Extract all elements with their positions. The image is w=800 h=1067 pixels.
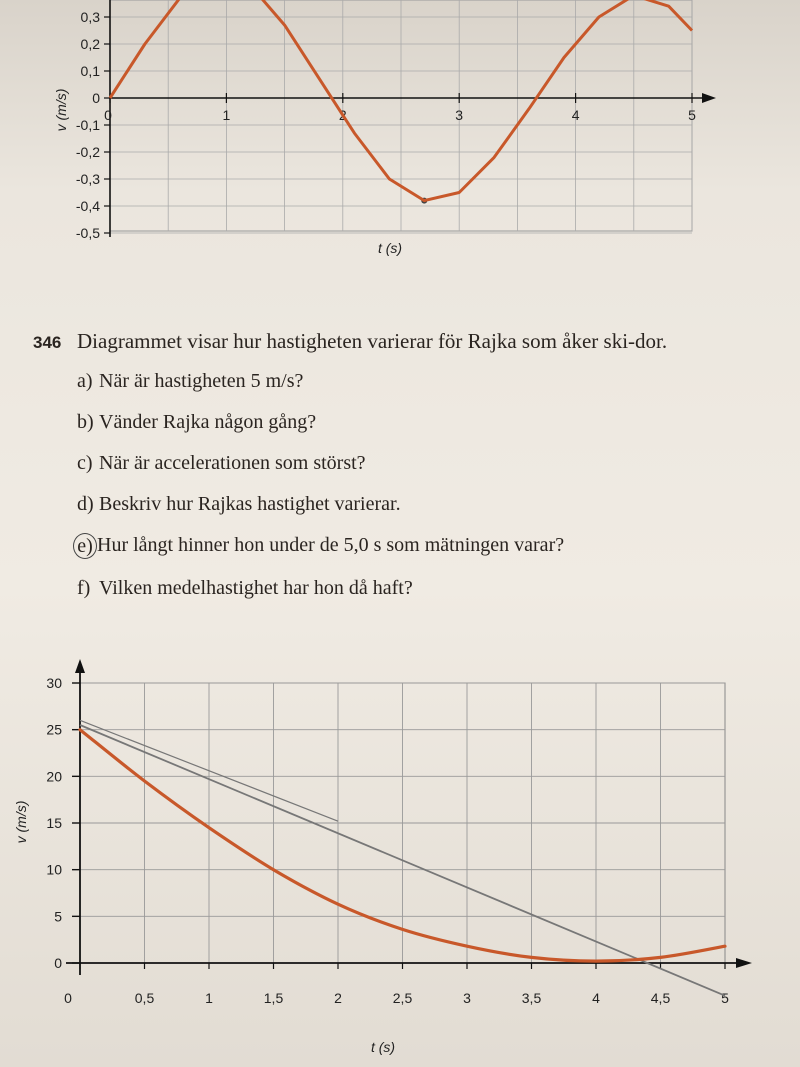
top-chart-x-tick-label: 5 [688,107,696,123]
bottom-chart-x-tick-label: 0 [64,990,72,1006]
problem-346 [33,325,773,617]
top-chart-y-tick-label: 0 [92,90,100,106]
question-e [77,533,773,559]
bottom-chart-x-tick-label: 3,5 [521,990,542,1006]
bottom-chart-x-tick-label: 4,5 [650,990,671,1006]
question-letter: a) [77,370,93,392]
top-chart-grid [110,0,692,233]
bottom-chart-y-tick-label: 30 [46,675,62,691]
bottom-chart-x-tick-label: 4 [592,990,600,1006]
bottom-chart-x-tick-label: 0,5 [134,990,155,1006]
problem-heading [33,325,773,359]
problem-number: 346 [33,333,62,352]
top-chart-y-tick-label: -0,1 [75,117,100,133]
question-a [77,369,773,393]
top-chart-ylabel: v (m/s) [53,88,69,132]
question-list [77,369,773,600]
bottom-chart-y-tick-label: 20 [46,768,62,785]
question-letter-circled: e) [73,533,97,559]
top-chart-y-tick-label: 0,2 [80,36,100,52]
question-letter: c) [77,452,93,474]
question-text: När är hastigheten 5 m/s? [99,370,304,392]
question-letter: b) [77,411,94,433]
question-text: När är accelerationen som störst? [99,452,366,474]
bottom-chart-y-tick-label: 25 [46,721,62,738]
bottom-chart-x-tick-label: 1,5 [263,990,284,1006]
bottom-chart-y-tick-label: 10 [46,861,62,878]
top-chart-y-tick-label: -0,3 [75,171,100,187]
top-chart-y-tick-label: -0,2 [75,144,100,160]
bottom-chart-y-tick-label: 15 [46,815,62,831]
question-b [77,410,773,434]
top-chart-y-tick-label: -0,4 [75,198,100,214]
bottom-chart-x-arrow [736,958,752,968]
top-chart-y-tick-label: 0,1 [80,63,100,79]
bottom-chart-y-arrow [75,659,85,673]
top-chart-y-tick-label: -0,5 [75,225,100,241]
question-text: Beskriv hur Rajkas hastighet varierar. [99,493,401,515]
question-c [77,451,773,475]
bottom-chart-xlabel: t (s) [370,1039,396,1055]
top-chart-y-tick-label: 0,3 [80,9,100,25]
bottom-chart-ylabel: v (m/s) [13,800,29,844]
bottom-chart [0,647,800,1067]
bottom-chart-x-tick-label: 3 [463,990,471,1006]
bottom-chart-x-tick-label: 2,5 [392,990,413,1006]
top-chart-x-tick-label: 0 [104,107,112,123]
question-text: Hur långt hinner hon under de 5,0 s som mätningen varar? [97,534,565,556]
bottom-chart-x-tick-label: 2 [334,990,342,1006]
bottom-chart-x-tick-label: 1 [205,990,213,1006]
question-d [77,492,773,516]
top-chart-x-tick-label: 1 [222,107,231,123]
top-chart-xlabel: t (s) [377,240,403,256]
bottom-chart-y-tick-label: 5 [54,908,62,925]
bottom-chart-axes [66,659,752,975]
question-f [77,576,773,600]
question-letter: f) [77,577,91,599]
bottom-chart-x-tick-label: 5 [721,990,729,1006]
top-chart-x-tick-label: 2 [338,107,347,123]
bottom-chart-y-tick-label: 0 [54,955,62,971]
top-chart-axes [110,0,716,237]
bottom-chart-grid [80,683,725,963]
question-text: Vänder Rajka någon gång? [99,411,317,433]
question-text: Vilken medelhastighet har hon då haft? [99,577,413,599]
top-chart-x-tick-label: 3 [455,107,464,123]
top-chart-x-tick-label: 4 [571,107,580,123]
bottom-chart-ticks [46,675,729,1006]
question-letter: d) [77,493,94,515]
top-chart-x-arrow [702,93,716,103]
top-chart [0,0,800,280]
problem-text: Diagrammet visar hur hastigheten varierar för Rajka som åker ski-dor. [77,329,668,353]
